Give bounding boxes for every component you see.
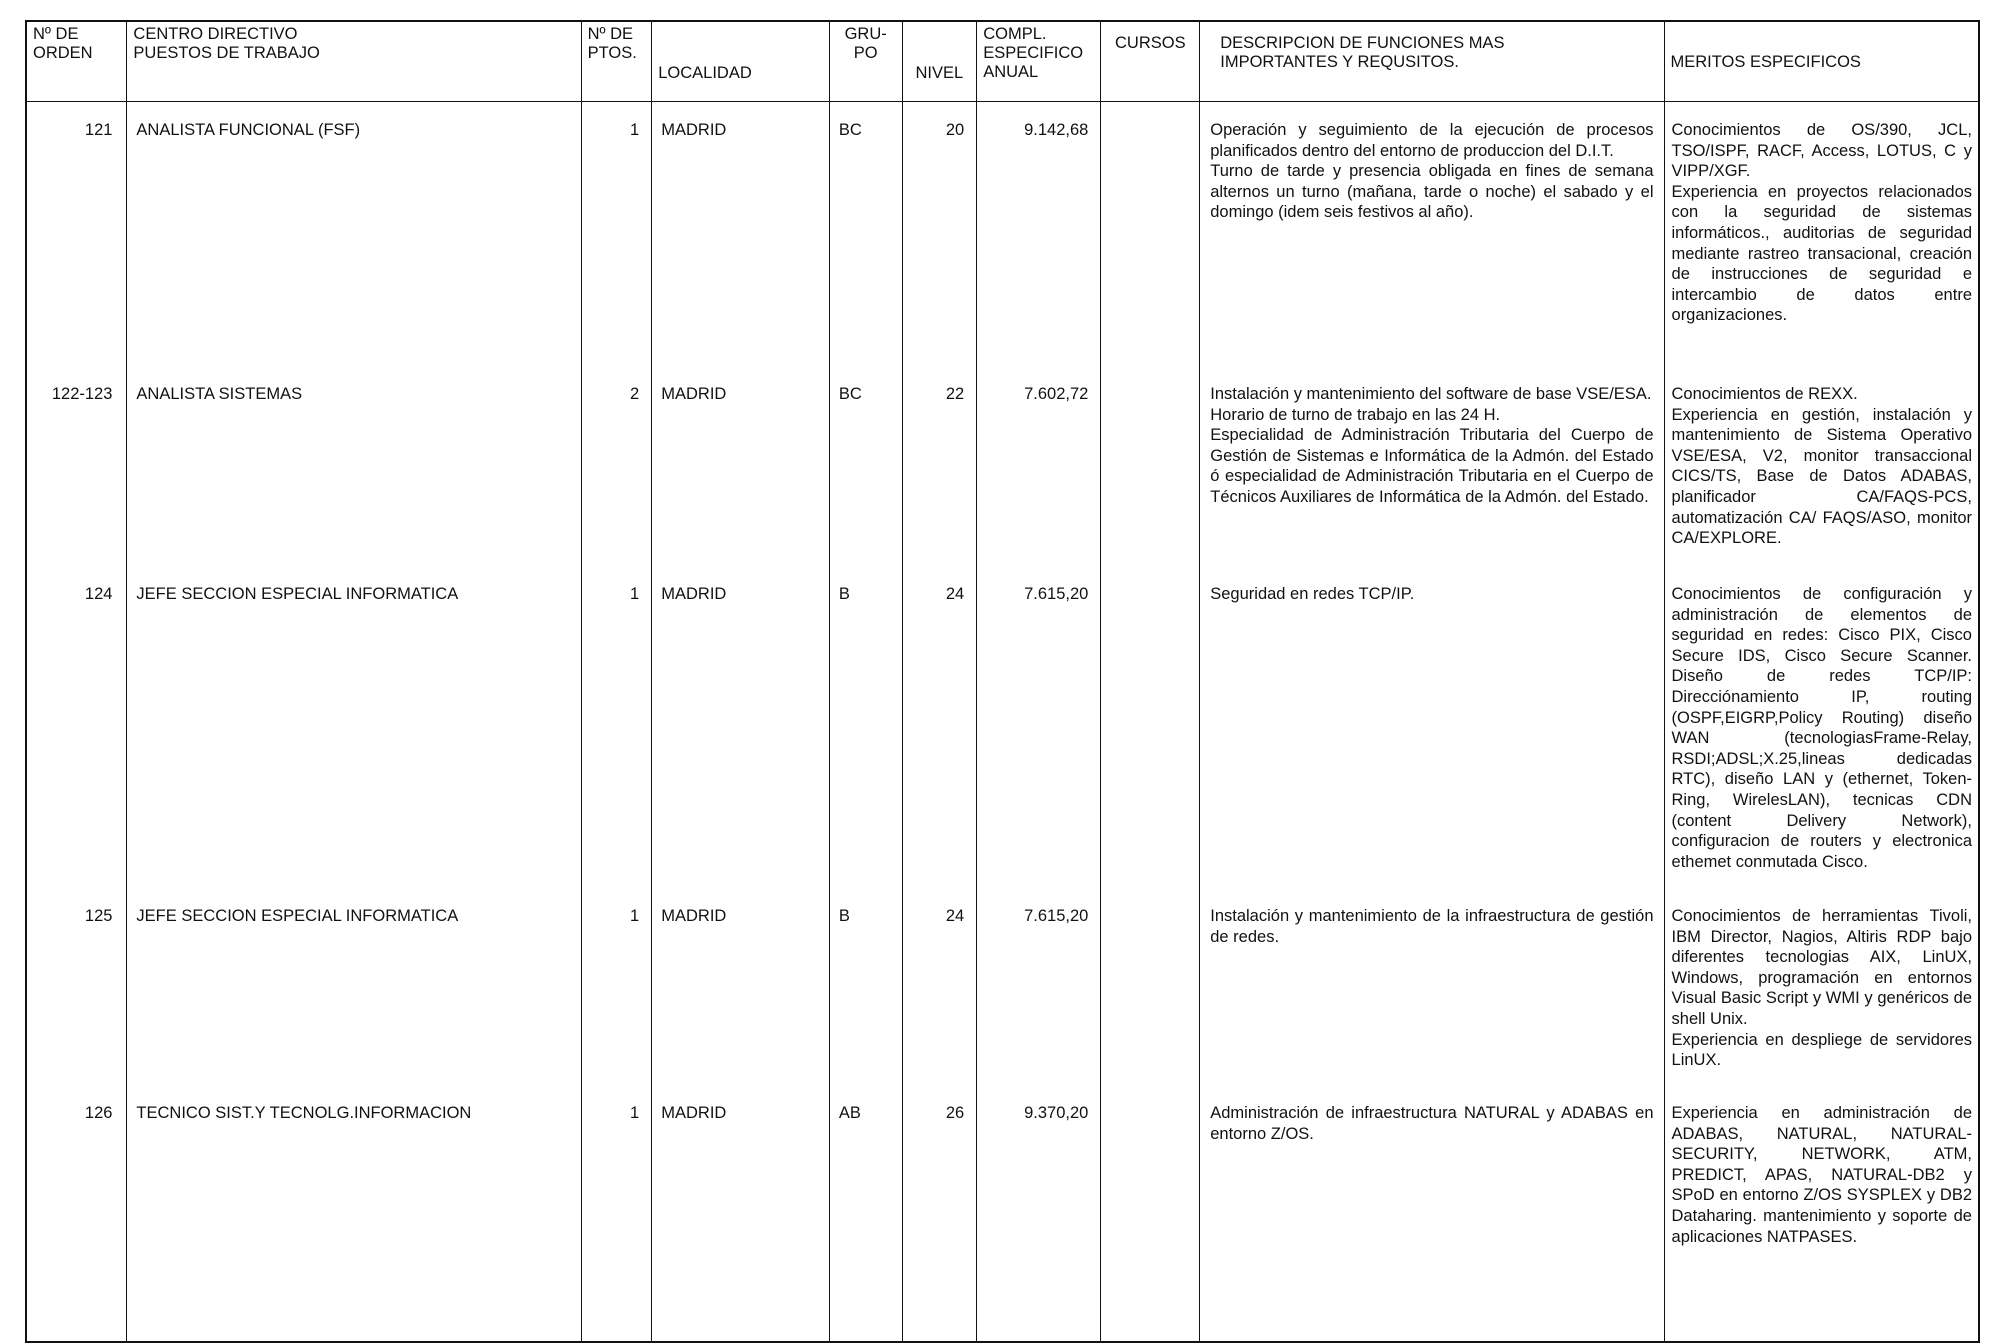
cell-cursos [1101,1093,1200,1342]
descripcion-paragraph: Seguridad en redes TCP/IP. [1210,585,1415,603]
header-grupo: GRU- PO [829,21,902,102]
header-ptos: Nº DE PTOS. [581,21,652,102]
header-descripcion: DESCRIPCION DE FUNCIONES MAS IMPORTANTES Y REQUSITOS. [1200,21,1664,102]
cell-descripcion [1200,102,1664,371]
descripcion-paragraph: Instalación y mantenimiento de la infraestructura de gestión de redes. [1210,907,1654,946]
cell-puesto: TECNICO SIST.Y TECNOLG.INFORMACION [127,1093,581,1342]
cell-grupo: AB [829,1093,902,1342]
cell-localidad: MADRID [652,1093,830,1342]
cell-ptos: 1 [581,102,652,371]
meritos-paragraph: Experiencia en administración de ADABAS, NATURAL, NATURAL-SECURITY, NETWORK, ATM, PREDICT, APAS, NATURAL-DB2 y SPoD en entorno Z/OS SYSPLEX y DB2 Dataharing. mantenimiento y soporte de aplicaciones NATPASES. [1671,1104,1972,1246]
header-complemento-especifico: COMPL. ESPECIFICO ANUAL [977,21,1101,102]
descripcion-paragraph: Especialidad de Administración Tributaria del Cuerpo de Gestión de Sistemas e Informática de la Admón. del Estado ó especialidad de Administración Tributaria en el Cuerpo de Técnicos Auxiliares de Informática de la Admón. del Estado. [1210,426,1654,506]
cell-ptos: 1 [581,570,652,896]
cell-cursos [1101,102,1200,371]
cell-descripcion [1200,896,1664,1093]
header-meritos: MERITOS ESPECIFICOS [1664,21,1979,102]
cell-descripcion [1200,1093,1664,1342]
cell-orden: 121 [26,102,127,371]
cell-compl: 7.615,20 [977,570,1101,896]
meritos-paragraph: Experiencia en proyectos relacionados con la seguridad de sistemas informáticos., auditorias de seguridad mediante rastreo transacional, creación de instrucciones de seguridad e intercambio de datos entre organizaciones. [1671,182,1972,325]
cell-descripcion [1200,370,1664,570]
meritos-paragraph: Conocimientos de OS/390, JCL, TSO/ISPF, RACF, Access, LOTUS, C y VIPP/XGF. [1671,121,1972,181]
table-row [26,102,1979,371]
header-nivel: NIVEL [902,21,977,102]
descripcion-paragraph: Administración de infraestructura NATURAL y ADABAS en entorno Z/OS. [1210,1104,1654,1143]
cell-localidad: MADRID [652,896,830,1093]
table-row [26,1093,1979,1342]
cell-orden: 126 [26,1093,127,1342]
header-localidad: LOCALIDAD [652,21,830,102]
descripcion-paragraph: Horario de turno de trabajo en las 24 H. [1210,405,1501,424]
cell-cursos [1101,896,1200,1093]
cell-compl: 7.615,20 [977,896,1101,1093]
cell-nivel: 20 [902,102,977,371]
meritos-paragraph: Experiencia en despliege de servidores LinUX. [1671,1030,1972,1070]
meritos-paragraph: Conocimientos de herramientas Tivoli, IBM Director, Nagios, Altiris RDP bajo diferentes tecnologias AIX, LinUX, Windows, programación en entornos Visual Basic Script y WMI y genéricos de shell Unix. [1671,907,1972,1028]
meritos-paragraph: Experiencia en gestión, instalación y mantenimiento de Sistema Operativo VSE/ESA, V2, monitor transaccional CICS/TS, Base de Datos ADABAS, planificador CA/FAQS-PCS, automatización CA/ FAQS/ASO, monitor CA/EXPLORE. [1671,405,1972,548]
header-orden: Nº DE ORDEN [26,21,127,102]
table-row [26,370,1979,570]
cell-puesto: JEFE SECCION ESPECIAL INFORMATICA [127,896,581,1093]
cell-compl: 9.142,68 [977,102,1101,371]
document-page [25,20,1980,1343]
cell-nivel: 26 [902,1093,977,1342]
cell-orden: 122-123 [26,370,127,570]
cell-cursos [1101,570,1200,896]
cell-orden: 124 [26,570,127,896]
meritos-paragraph: Conocimientos de configuración y administración de elementos de seguridad en redes: Cisco PIX, Cisco Secure IDS, Cisco Secure Scanner. Diseño de redes TCP/IP: Direcciónamiento IP, routing (OSPF,EIGRP,Policy Routing) diseño WAN (tecnologiasFrame-Relay, RSDI;ADSL;X.25,lineas dedicadas RTC), diseño LAN y (ethernet, Token-Ring, WirelesLAN), tecnicas CDN (content Delivery Network), configuracion de routers y electronica ethemet conmutada Cisco. [1671,585,1972,871]
table-header-row [26,21,1979,102]
cell-meritos [1664,896,1979,1093]
cell-meritos [1664,102,1979,371]
cell-compl: 9.370,20 [977,1093,1101,1342]
cell-nivel: 24 [902,570,977,896]
cell-nivel: 22 [902,370,977,570]
cell-orden: 125 [26,896,127,1093]
cell-grupo: BC [829,102,902,371]
cell-nivel: 24 [902,896,977,1093]
meritos-paragraph: Conocimientos de REXX. [1671,385,1858,403]
descripcion-paragraph: Operación y seguimiento de la ejecución de procesos planificados dentro del entorno de produccion del D.I.T. [1210,121,1654,160]
table-row [26,896,1979,1093]
cell-grupo: BC [829,370,902,570]
cell-ptos: 1 [581,896,652,1093]
cell-descripcion [1200,570,1664,896]
cell-puesto: ANALISTA FUNCIONAL (FSF) [127,102,581,371]
cell-meritos [1664,370,1979,570]
cell-localidad: MADRID [652,102,830,371]
cell-cursos [1101,370,1200,570]
cell-meritos [1664,570,1979,896]
job-positions-table [25,20,1980,1343]
cell-grupo: B [829,896,902,1093]
cell-localidad: MADRID [652,570,830,896]
descripcion-paragraph: Turno de tarde y presencia obligada en fines de semana alternos un turno (mañana, tarde o noche) el sabado y el domingo (idem seis festivos al año). [1210,162,1654,222]
cell-grupo: B [829,570,902,896]
cell-compl: 7.602,72 [977,370,1101,570]
cell-localidad: MADRID [652,370,830,570]
cell-puesto: ANALISTA SISTEMAS [127,370,581,570]
descripcion-paragraph: Instalación y mantenimiento del software de base VSE/ESA. [1210,385,1652,403]
header-cursos: CURSOS [1101,21,1200,102]
cell-meritos [1664,1093,1979,1342]
cell-puesto: JEFE SECCION ESPECIAL INFORMATICA [127,570,581,896]
table-row [26,570,1979,896]
cell-ptos: 1 [581,1093,652,1342]
cell-ptos: 2 [581,370,652,570]
header-centro-directivo: CENTRO DIRECTIVO PUESTOS DE TRABAJO [127,21,581,102]
